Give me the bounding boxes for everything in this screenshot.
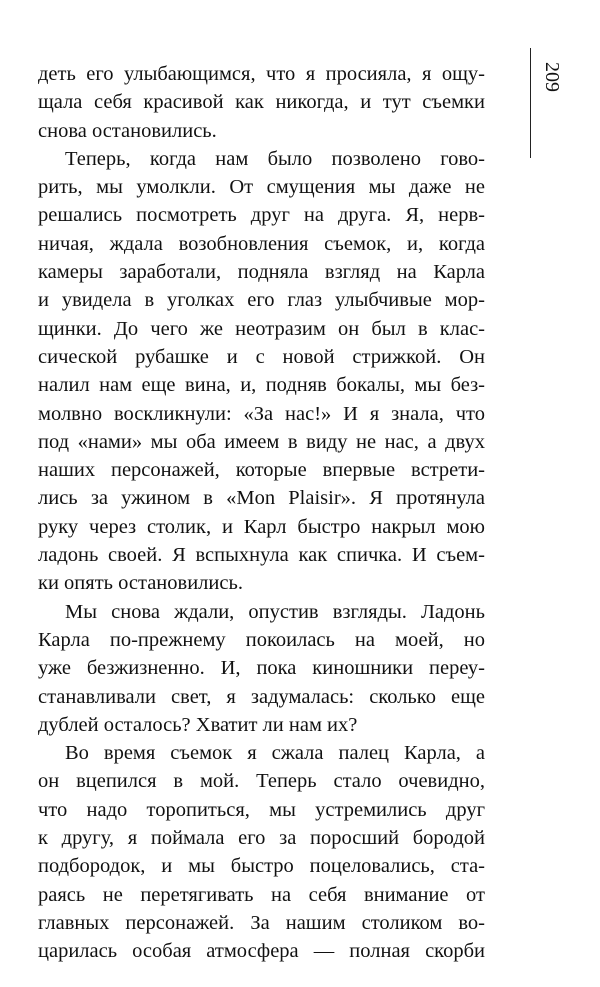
text-line: лись за ужином в «Mon Plaisir». Я протянула [38,487,485,510]
text-line: Во время съемок я сжала палец Карла, а [65,742,485,765]
page-number: 209 [541,62,563,92]
text-line: станавливали свет, я задумалась: сколько еще [38,685,485,708]
text-line: налил нам еще вина, и, подняв бокалы, мы без- [38,374,485,397]
text-line: молвно воскликнули: «За нас!» И я знала, что [38,402,485,425]
text-line: главных персонажей. За нашим столиком во- [38,911,485,934]
text-line: раясь не перетягивать на себя внимание от [38,883,485,906]
text-line: под «нами» мы оба имеем в виду не нас, а двух [38,430,485,453]
text-line: он вцепился в мой. Теперь стало очевидно, [38,770,485,793]
text-line: снова остановились. [38,119,217,142]
text-line: наших персонажей, которые впервые встрети- [38,459,485,482]
text-line: ки опять остановились. [38,572,243,595]
text-line: решались посмотреть друг на друга. Я, нерв- [38,204,485,227]
text-line: щала себя красивой как никогда, и тут съемки [38,91,485,114]
text-line: деть его улыбающимся, что я просияла, я ощу- [38,63,485,85]
body-text [38,60,485,966]
text-line: сической рубашке и с новой стрижкой. Он [38,345,485,368]
text-line: камеры заработали, подняла взгляд на Карла [38,261,485,284]
text-line: Мы снова ждали, опустив взгляды. Ладонь [65,600,485,623]
text-line: что надо торопиться, мы устремились друг [38,798,485,821]
text-line: Теперь, когда нам было позволено гово- [65,147,485,170]
text-line: Карла по-прежнему покоилась на моей, но [38,628,485,651]
text-line: дублей осталось? Хватит ли нам их? [38,713,358,736]
text-line: к другу, я поймала его за поросший бородой [38,827,485,850]
text-line: подбородок, и мы быстро поцеловались, ста- [38,855,485,878]
text-line: царилась особая атмосфера — полная скорби [38,940,485,963]
text-line: ничая, ждала возобновления съемок, и, когда [38,232,485,255]
text-line: рить, мы умолкли. От смущения мы даже не [38,176,485,199]
text-line: щинки. До чего же неотразим он был в клас- [38,317,485,340]
text-line: руку через столик, и Карл быстро накрыл мою [38,515,485,538]
text-line: и увидела в уголках его глаз улыбчивые мор- [38,289,485,312]
text-line: уже безжизненно. И, пока киношники переу- [38,657,485,680]
text-line: ладонь своей. Я вспыхнула как спичка. И съем- [38,544,485,567]
